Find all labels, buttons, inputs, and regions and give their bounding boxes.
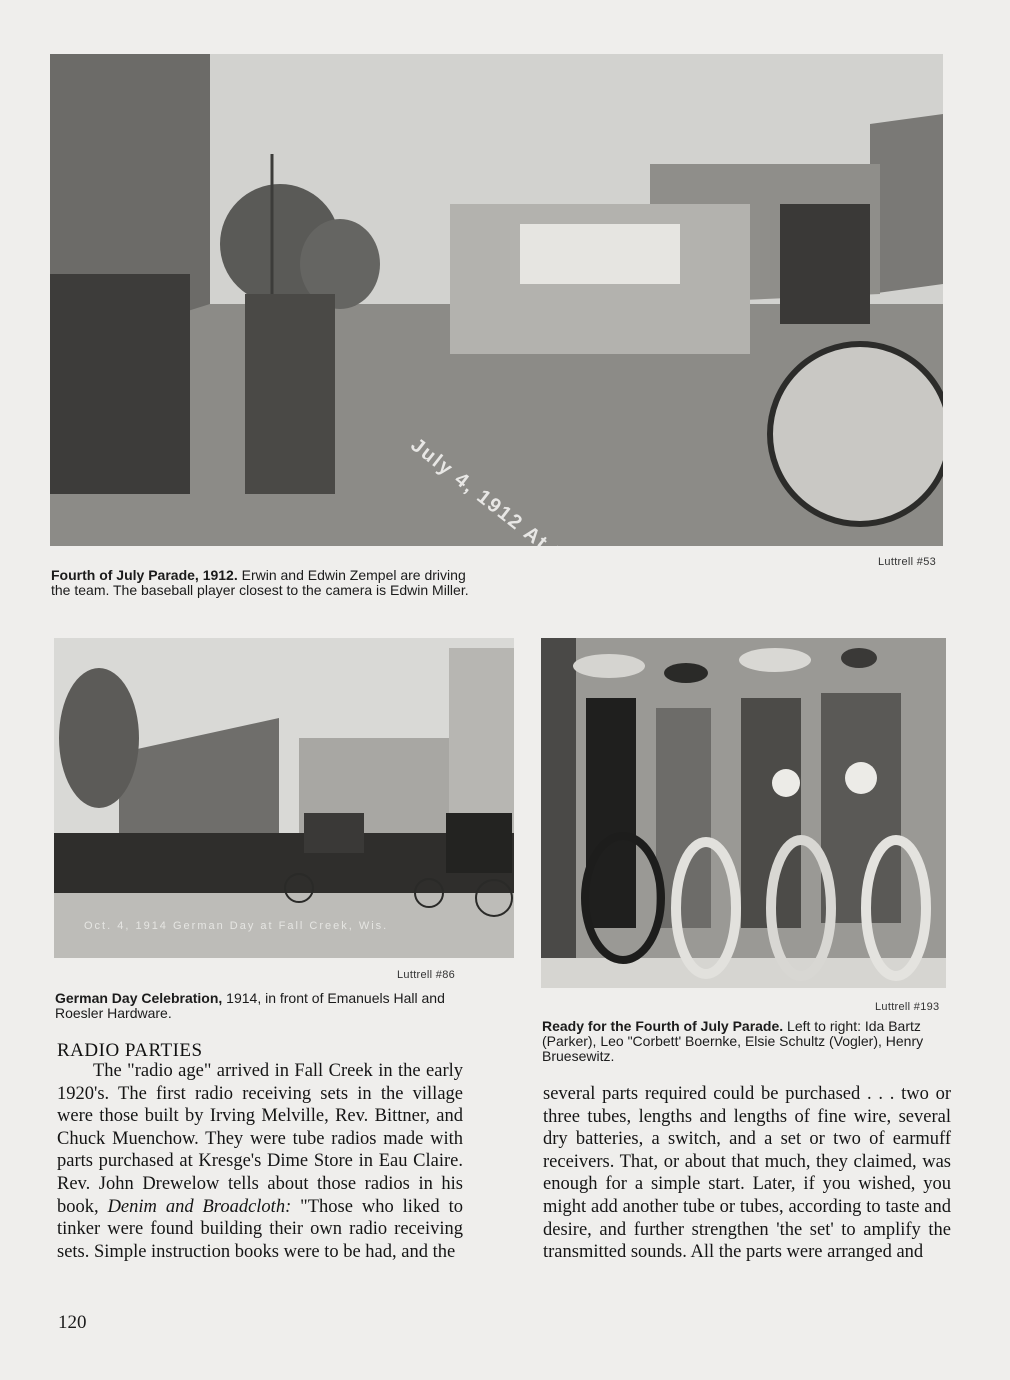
- article-paragraph: several parts required could be purchased . . . two or three tubes, lengths and lengths of fine wire, several dry batteries, a switch, and a set or two of earmuff receivers. That, or about that much, they claimed, was enough for a simple start. Later, if you wished, you might add another tube or tubes, according to taste and desire, and further strengthen 'the set' to amplify the transmitted sounds. All the parts were arranged and: [543, 1084, 951, 1263]
- paragraph-text: The "radio age" arrived in Fall Creek in the early 1920's. The first radio receiving sets in the village were those built by Irving Melville, Rev. Bittner, and Chuck Muenchow. They were tube radios made with parts purchased at Kresge's Dime Store in Eau Claire. Rev. John Drewelow tells about those radios in his book,: [57, 1061, 463, 1217]
- german-day-photo: [54, 638, 514, 958]
- photo-caption: [51, 568, 471, 598]
- photo-inscription: Oct. 4, 1914 German Day at Fall Creek, Wis.: [84, 920, 389, 932]
- german-day-photo-drawing: [54, 638, 514, 958]
- parade-photo-drawing: [50, 54, 943, 546]
- photo-caption: [542, 1019, 950, 1064]
- caption-text: Erwin and Edwin Zempel are driving the team. The baseball player closest to the camera is Edwin Miller.: [51, 567, 469, 598]
- article-paragraph: [57, 1060, 463, 1263]
- paragraph-text: "Those who liked to tinker were found building their own radio receiving sets. Simple instruction books were to be had, and the: [57, 1196, 463, 1262]
- parade-photo: [50, 54, 943, 546]
- photo-credit: Luttrell #53: [878, 556, 937, 568]
- bicycles-portrait-drawing: [541, 638, 946, 988]
- book-title: Denim and Broadcloth:: [107, 1196, 292, 1217]
- article-heading: RADIO PARTIES: [57, 1040, 203, 1061]
- caption-title: Fourth of July Parade, 1912.: [51, 567, 238, 583]
- photo-caption: [55, 991, 475, 1021]
- bicycles-portrait-photo: [541, 638, 946, 988]
- photo-credit: Luttrell #193: [875, 1001, 940, 1013]
- article-column-left: [57, 1060, 463, 1263]
- caption-title: Ready for the Fourth of July Parade.: [542, 1018, 784, 1034]
- photo-credit: Luttrell #86: [397, 969, 456, 981]
- caption-title: German Day Celebration,: [55, 990, 223, 1006]
- caption-text: 1914, in front of Emanuels Hall and Roesler Hardware.: [55, 990, 445, 1021]
- article-column-right: [543, 1083, 951, 1264]
- page-number: 120: [58, 1312, 87, 1333]
- caption-text: Left to right: Ida Bartz (Parker), Leo "Corbett' Boernke, Elsie Schultz (Vogler), Henry Bruesewitz.: [542, 1018, 924, 1064]
